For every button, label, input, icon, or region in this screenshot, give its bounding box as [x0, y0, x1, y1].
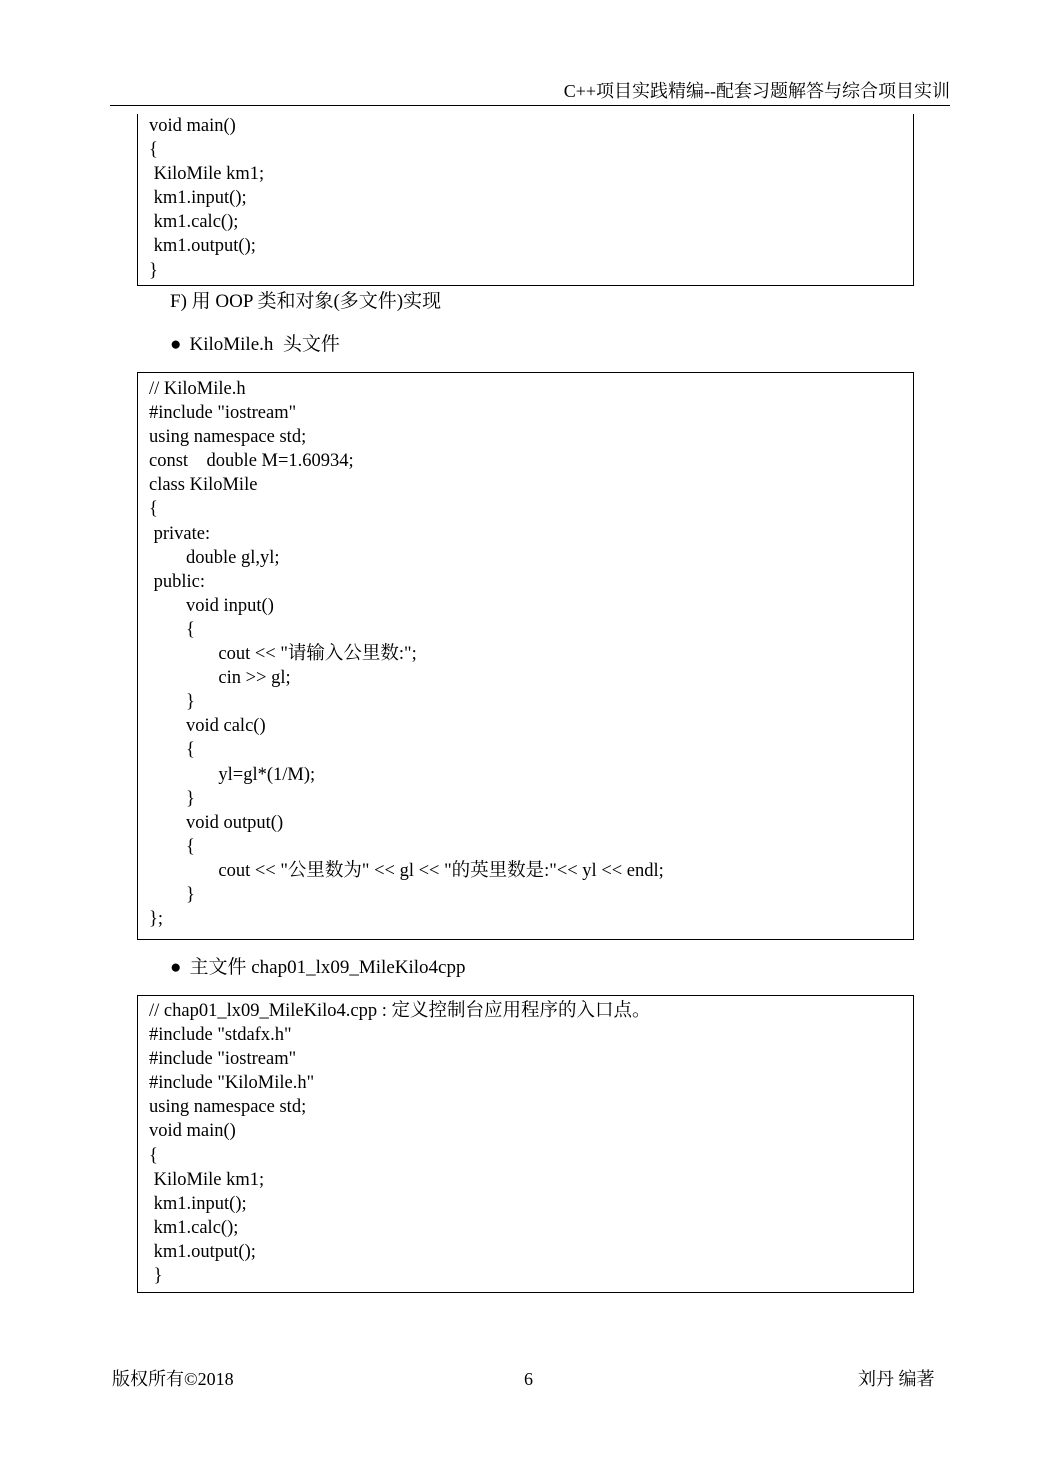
- code-line: yl=gl*(1/M);: [149, 764, 316, 785]
- header-divider: [110, 105, 950, 106]
- code-line: KiloMile km1;: [149, 164, 265, 185]
- code-line: }: [149, 788, 195, 809]
- code-line: #include "iostream": [149, 403, 297, 424]
- bullet-icon: ●: [170, 334, 182, 355]
- footer-copyright: 版权所有©2018: [112, 1369, 234, 1389]
- code-line: void input(): [149, 595, 274, 616]
- code-line: using namespace std;: [149, 1097, 307, 1118]
- code-line: #include "KiloMile.h": [149, 1073, 315, 1094]
- code-line: }: [149, 260, 158, 281]
- code-line: void output(): [149, 812, 284, 833]
- code-line: using namespace std;: [149, 427, 307, 448]
- code-line: double gl,yl;: [149, 547, 280, 568]
- code-block-main-continued: [137, 114, 914, 286]
- code-line: };: [149, 909, 164, 930]
- code-line: km1.output();: [149, 1241, 256, 1262]
- code-line: {: [149, 619, 195, 640]
- section-heading-f: F) 用 OOP 类和对象(多文件)实现: [170, 291, 442, 312]
- bullet-text: KiloMile.h 头文件: [189, 334, 340, 355]
- code-line: void main(): [149, 116, 236, 136]
- code-line: km1.input();: [149, 188, 247, 209]
- bullet-header-file: [170, 333, 340, 357]
- code-line: }: [149, 1266, 163, 1287]
- code-line: {: [149, 499, 158, 520]
- code-block-header-file: [137, 372, 914, 940]
- code-line: private:: [149, 523, 211, 544]
- code-line: cout << "公里数为" << gl << "的英里数是:"<< yl << endl;: [149, 860, 664, 881]
- code-line: #include "iostream": [149, 1049, 297, 1070]
- footer-page-number: 6: [524, 1369, 533, 1389]
- bullet-main-file: [170, 956, 465, 980]
- code-line: {: [149, 836, 195, 857]
- code-line: }: [149, 692, 195, 713]
- code-line: }: [149, 884, 195, 905]
- code-line: KiloMile km1;: [149, 1169, 265, 1190]
- bullet-text: 主文件 chap01_lx09_MileKilo4cpp: [189, 957, 466, 978]
- code-line: km1.input();: [149, 1193, 247, 1214]
- code-line: // KiloMile.h: [149, 379, 246, 399]
- code-line: #include "stdafx.h": [149, 1025, 292, 1046]
- code-line: // chap01_lx09_MileKilo4.cpp : 定义控制台应用程序的入口点。: [149, 1001, 651, 1021]
- code-line: void main(): [149, 1121, 236, 1142]
- bullet-icon: ●: [170, 957, 182, 978]
- code-line: public:: [149, 571, 206, 592]
- code-line: km1.calc();: [149, 1217, 239, 1238]
- page-header: C++项目实践精编--配套习题解答与综合项目实训: [563, 81, 950, 101]
- code-line: cout << "请输入公里数:";: [149, 644, 417, 665]
- code-line: void calc(): [149, 716, 266, 737]
- code-line: km1.output();: [149, 236, 256, 257]
- code-line: cin >> gl;: [149, 668, 291, 689]
- code-line: km1.calc();: [149, 212, 239, 233]
- code-line: {: [149, 740, 195, 761]
- footer-author: 刘丹 编著: [858, 1369, 935, 1389]
- code-line: class KiloMile: [149, 475, 258, 496]
- code-block-main-file: [137, 995, 914, 1293]
- code-line: {: [149, 140, 158, 161]
- code-line: const double M=1.60934;: [149, 451, 354, 472]
- code-line: {: [149, 1145, 158, 1166]
